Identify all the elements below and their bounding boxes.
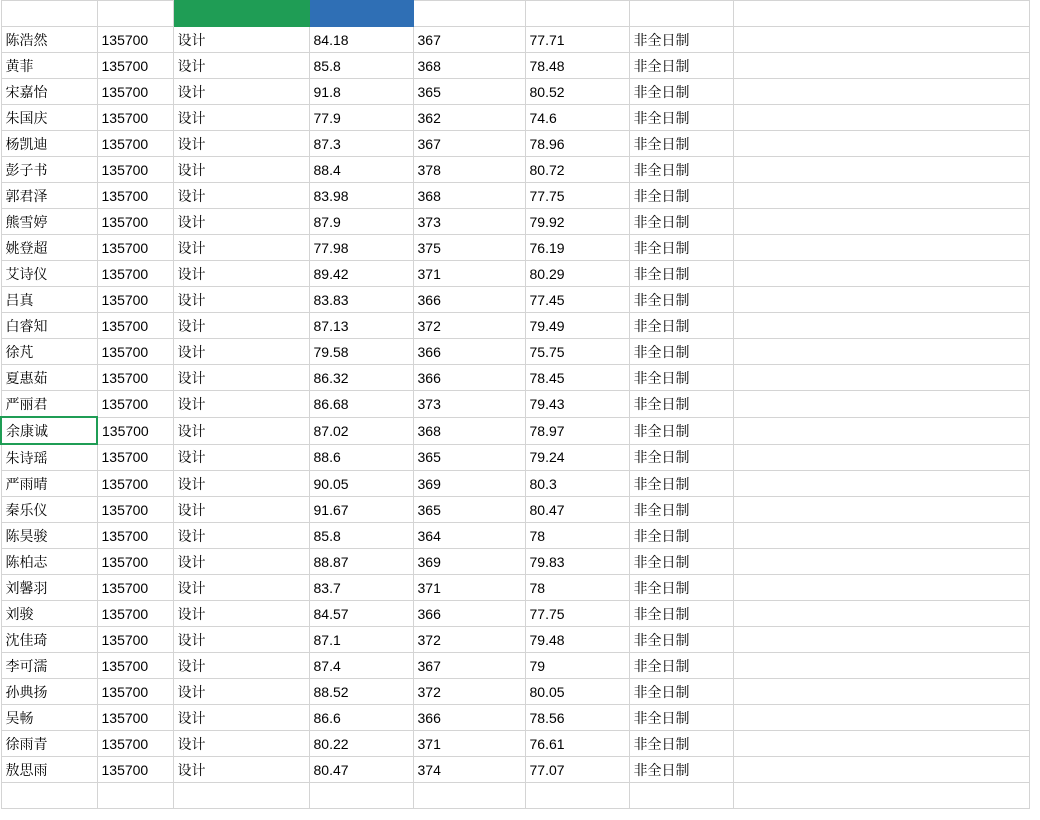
cell-score2[interactable]: 369 [413,471,525,497]
table-row[interactable] [1,313,1029,339]
cell-score2[interactable]: 362 [413,105,525,131]
cell-total[interactable]: 80.3 [525,471,629,497]
cell-type[interactable]: 非全日制 [629,575,733,601]
cell-code[interactable]: 135700 [97,287,173,313]
cell-code[interactable]: 135700 [97,679,173,705]
cell-type[interactable]: 非全日制 [629,627,733,653]
cell-major[interactable]: 设计 [173,627,309,653]
cell-blank [733,783,1029,809]
cell-score1[interactable]: 91.8 [309,79,413,105]
cell-score2[interactable]: 375 [413,235,525,261]
table-row[interactable] [1,235,1029,261]
cell-major[interactable]: 设计 [173,497,309,523]
cell-total[interactable]: 79.43 [525,391,629,418]
cell-total[interactable]: 77.71 [525,27,629,53]
cell-type[interactable]: 非全日制 [629,549,733,575]
table-row[interactable] [1,471,1029,497]
cell-type[interactable]: 非全日制 [629,444,733,471]
cell-score1[interactable]: 80.22 [309,731,413,757]
cell-code[interactable]: 135700 [97,27,173,53]
cell-type[interactable]: 非全日制 [629,731,733,757]
clipped-header-row [1,1,1029,27]
cell-code[interactable]: 135700 [97,53,173,79]
cell-total[interactable]: 77.07 [525,757,629,783]
cell-name[interactable]: 宋嘉怡 [1,79,97,105]
cell-score2[interactable]: 366 [413,287,525,313]
cell-type[interactable]: 非全日制 [629,79,733,105]
cell-score1[interactable]: 87.3 [309,131,413,157]
cell-major[interactable]: 设计 [173,79,309,105]
cell-type[interactable]: 非全日制 [629,497,733,523]
cell-score2[interactable]: 373 [413,391,525,418]
cell-total[interactable]: 78.48 [525,53,629,79]
cell-code[interactable]: 135700 [97,365,173,391]
cell-total[interactable]: 78.97 [525,417,629,444]
cell-name[interactable]: 彭子书 [1,157,97,183]
cell-type[interactable]: 非全日制 [629,209,733,235]
cell-name[interactable]: 刘馨羽 [1,575,97,601]
cell-blank[interactable] [733,287,1029,313]
cell-score1[interactable]: 87.9 [309,209,413,235]
cell-code[interactable]: 135700 [97,601,173,627]
cell-type[interactable]: 非全日制 [629,705,733,731]
cell-total[interactable]: 77.75 [525,183,629,209]
table-row[interactable] [1,27,1029,53]
header-cell-major [173,1,309,27]
cell-major[interactable]: 设计 [173,757,309,783]
table-row[interactable] [1,757,1029,783]
cell-score2[interactable]: 368 [413,53,525,79]
cell-score2[interactable]: 371 [413,731,525,757]
table-row[interactable] [1,627,1029,653]
cell-code[interactable]: 135700 [97,183,173,209]
table-row[interactable] [1,365,1029,391]
cell-code[interactable]: 135700 [97,471,173,497]
cell-name[interactable]: 吕真 [1,287,97,313]
cell-score2[interactable]: 367 [413,27,525,53]
header-cell-total [525,1,629,27]
cell-score2[interactable]: 372 [413,627,525,653]
cell-name[interactable]: 郭君泽 [1,183,97,209]
table-row[interactable] [1,261,1029,287]
cell-code[interactable]: 135700 [97,209,173,235]
header-cell-blank [733,1,1029,27]
table-row[interactable] [1,391,1029,418]
cell-major[interactable]: 设计 [173,209,309,235]
cell-name[interactable]: 杨凯迪 [1,131,97,157]
cell-name[interactable]: 陈浩然 [1,27,97,53]
cell-type[interactable]: 非全日制 [629,653,733,679]
cell-total[interactable]: 75.75 [525,339,629,365]
clipped-bottom-row [1,783,1029,809]
cell-code[interactable]: 135700 [97,417,173,444]
cell-type[interactable]: 非全日制 [629,183,733,209]
cell-code[interactable]: 135700 [97,235,173,261]
cell-total[interactable]: 79.48 [525,627,629,653]
cell-major[interactable]: 设计 [173,575,309,601]
cell-blank[interactable] [733,705,1029,731]
cell-name[interactable]: 黄菲 [1,53,97,79]
cell-score1[interactable]: 88.6 [309,444,413,471]
cell-name[interactable]: 严雨晴 [1,471,97,497]
cell-name[interactable]: 陈昊骏 [1,523,97,549]
cell-score2[interactable]: 369 [413,549,525,575]
table-row[interactable] [1,523,1029,549]
cell-blank[interactable] [733,183,1029,209]
table-row[interactable] [1,287,1029,313]
header-cell-code [97,1,173,27]
table-row[interactable] [1,209,1029,235]
cell-total[interactable]: 79.83 [525,549,629,575]
cell-score1[interactable]: 85.8 [309,523,413,549]
cell-score1[interactable]: 85.8 [309,53,413,79]
cell-code[interactable]: 135700 [97,523,173,549]
cell-total[interactable]: 78 [525,575,629,601]
cell-total[interactable]: 79.92 [525,209,629,235]
table-row[interactable] [1,79,1029,105]
cell-score1[interactable]: 77.98 [309,235,413,261]
cell-blank[interactable] [733,575,1029,601]
cell-code [97,783,173,809]
cell-score1 [309,783,413,809]
cell-total[interactable]: 78.56 [525,705,629,731]
cell-score2[interactable]: 365 [413,497,525,523]
cell-blank[interactable] [733,27,1029,53]
cell-code[interactable]: 135700 [97,261,173,287]
cell-score2[interactable]: 366 [413,705,525,731]
cell-name[interactable]: 吴畅 [1,705,97,731]
cell-major[interactable]: 设计 [173,131,309,157]
cell-blank[interactable] [733,131,1029,157]
cell-major[interactable]: 设计 [173,235,309,261]
cell-code[interactable]: 135700 [97,575,173,601]
cell-type[interactable]: 非全日制 [629,679,733,705]
cell-code[interactable]: 135700 [97,653,173,679]
cell-score2[interactable]: 365 [413,444,525,471]
cell-blank[interactable] [733,339,1029,365]
cell-score2[interactable]: 367 [413,131,525,157]
cell-blank[interactable] [733,365,1029,391]
cell-code[interactable]: 135700 [97,549,173,575]
cell-major[interactable]: 设计 [173,105,309,131]
cell-score2[interactable]: 366 [413,365,525,391]
cell-code[interactable]: 135700 [97,627,173,653]
cell-score1[interactable]: 90.05 [309,471,413,497]
cell-blank[interactable] [733,209,1029,235]
cell-code[interactable]: 135700 [97,731,173,757]
cell-name[interactable]: 朱诗瑶 [1,444,97,471]
cell-major[interactable]: 设计 [173,731,309,757]
table-row[interactable] [1,497,1029,523]
cell-score2[interactable]: 367 [413,653,525,679]
header-cell-score1 [309,1,413,27]
table-row[interactable] [1,731,1029,757]
cell-score2[interactable]: 372 [413,313,525,339]
cell-score1[interactable]: 91.67 [309,497,413,523]
table-row[interactable] [1,679,1029,705]
table-row[interactable] [1,549,1029,575]
cell-total[interactable]: 79.49 [525,313,629,339]
table-row[interactable] [1,131,1029,157]
cell-type[interactable]: 非全日制 [629,105,733,131]
cell-blank[interactable] [733,523,1029,549]
cell-type[interactable]: 非全日制 [629,27,733,53]
cell-blank[interactable] [733,731,1029,757]
cell-score1[interactable]: 86.68 [309,391,413,418]
cell-major[interactable]: 设计 [173,365,309,391]
cell-name[interactable]: 姚登超 [1,235,97,261]
cell-major[interactable]: 设计 [173,27,309,53]
cell-score1[interactable]: 83.7 [309,575,413,601]
cell-score1[interactable]: 80.47 [309,757,413,783]
cell-blank[interactable] [733,261,1029,287]
cell-blank[interactable] [733,391,1029,418]
cell-type[interactable]: 非全日制 [629,757,733,783]
table-row[interactable] [1,417,1029,444]
cell-major[interactable]: 设计 [173,287,309,313]
cell-name[interactable]: 艾诗仪 [1,261,97,287]
cell-name[interactable]: 余康诚 [1,417,97,444]
cell-major[interactable]: 设计 [173,53,309,79]
table-row[interactable] [1,575,1029,601]
cell-name[interactable]: 刘骏 [1,601,97,627]
cell-type[interactable]: 非全日制 [629,601,733,627]
cell-blank[interactable] [733,313,1029,339]
cell-code[interactable]: 135700 [97,757,173,783]
cell-score2[interactable]: 378 [413,157,525,183]
table-row[interactable] [1,444,1029,471]
cell-total[interactable]: 74.6 [525,105,629,131]
cell-type[interactable]: 非全日制 [629,313,733,339]
cell-major[interactable]: 设计 [173,417,309,444]
cell-blank[interactable] [733,549,1029,575]
cell-total[interactable]: 80.29 [525,261,629,287]
cell-score2[interactable]: 374 [413,757,525,783]
cell-total[interactable]: 80.05 [525,679,629,705]
cell-total[interactable]: 80.52 [525,79,629,105]
cell-score2[interactable]: 368 [413,417,525,444]
header-cell-type [629,1,733,27]
cell-major [173,783,309,809]
cell-code[interactable]: 135700 [97,131,173,157]
cell-type [629,783,733,809]
cell-code[interactable]: 135700 [97,705,173,731]
cell-blank[interactable] [733,105,1029,131]
cell-code[interactable]: 135700 [97,391,173,418]
cell-major[interactable]: 设计 [173,549,309,575]
cell-name[interactable]: 李可濡 [1,653,97,679]
cell-blank[interactable] [733,757,1029,783]
cell-blank[interactable] [733,157,1029,183]
cell-name[interactable]: 朱国庆 [1,105,97,131]
cell-blank[interactable] [733,235,1029,261]
cell-code[interactable]: 135700 [97,497,173,523]
cell-code[interactable]: 135700 [97,444,173,471]
cell-score1[interactable]: 87.1 [309,627,413,653]
cell-type[interactable]: 非全日制 [629,417,733,444]
cell-total[interactable]: 78.96 [525,131,629,157]
cell-type[interactable]: 非全日制 [629,53,733,79]
cell-major[interactable]: 设计 [173,261,309,287]
cell-score1[interactable]: 84.57 [309,601,413,627]
cell-score1[interactable]: 87.02 [309,417,413,444]
cell-name[interactable]: 白睿知 [1,313,97,339]
cell-score1[interactable]: 86.32 [309,365,413,391]
cell-score1[interactable]: 79.58 [309,339,413,365]
cell-score2[interactable]: 365 [413,79,525,105]
cell-score2[interactable]: 372 [413,679,525,705]
cell-score2[interactable]: 364 [413,523,525,549]
cell-type[interactable]: 非全日制 [629,131,733,157]
cell-major[interactable]: 设计 [173,339,309,365]
cell-score2 [413,783,525,809]
cell-major[interactable]: 设计 [173,601,309,627]
cell-blank[interactable] [733,79,1029,105]
table-row[interactable] [1,53,1029,79]
cell-blank[interactable] [733,53,1029,79]
table-row[interactable] [1,157,1029,183]
cell-type[interactable]: 非全日制 [629,261,733,287]
cell-major[interactable]: 设计 [173,444,309,471]
cell-name[interactable]: 夏惠茹 [1,365,97,391]
table-row[interactable] [1,105,1029,131]
table-body [1,1,1029,809]
cell-total[interactable]: 80.72 [525,157,629,183]
cell-blank[interactable] [733,653,1029,679]
table-row[interactable] [1,339,1029,365]
cell-score1[interactable]: 89.42 [309,261,413,287]
table-row[interactable] [1,653,1029,679]
cell-code[interactable]: 135700 [97,339,173,365]
cell-total[interactable]: 77.45 [525,287,629,313]
cell-blank[interactable] [733,417,1029,444]
cell-total[interactable]: 79 [525,653,629,679]
header-cell-score2 [413,1,525,27]
cell-blank[interactable] [733,497,1029,523]
table-row[interactable] [1,705,1029,731]
cell-score1[interactable]: 88.52 [309,679,413,705]
cell-score2[interactable]: 373 [413,209,525,235]
cell-code[interactable]: 135700 [97,79,173,105]
cell-major[interactable]: 设计 [173,471,309,497]
cell-score2[interactable]: 366 [413,339,525,365]
cell-blank[interactable] [733,627,1029,653]
cell-type[interactable]: 非全日制 [629,287,733,313]
cell-score1[interactable]: 83.83 [309,287,413,313]
cell-major[interactable]: 设计 [173,653,309,679]
cell-total[interactable]: 76.61 [525,731,629,757]
cell-blank[interactable] [733,679,1029,705]
cell-type[interactable]: 非全日制 [629,235,733,261]
cell-blank[interactable] [733,601,1029,627]
cell-major[interactable]: 设计 [173,183,309,209]
cell-score1[interactable]: 77.9 [309,105,413,131]
cell-code[interactable]: 135700 [97,105,173,131]
cell-code[interactable]: 135700 [97,313,173,339]
cell-type[interactable]: 非全日制 [629,391,733,418]
cell-type[interactable]: 非全日制 [629,157,733,183]
cell-total[interactable]: 77.75 [525,601,629,627]
cell-score1[interactable]: 84.18 [309,27,413,53]
cell-type[interactable]: 非全日制 [629,339,733,365]
cell-score2[interactable]: 371 [413,261,525,287]
cell-score1[interactable]: 83.98 [309,183,413,209]
cell-type[interactable]: 非全日制 [629,523,733,549]
cell-name[interactable]: 熊雪婷 [1,209,97,235]
cell-code[interactable]: 135700 [97,157,173,183]
cell-major[interactable]: 设计 [173,705,309,731]
cell-score2[interactable]: 366 [413,601,525,627]
cell-score2[interactable]: 371 [413,575,525,601]
cell-score1[interactable]: 88.4 [309,157,413,183]
cell-name[interactable]: 沈佳琦 [1,627,97,653]
cell-name[interactable]: 敖思雨 [1,757,97,783]
cell-major[interactable]: 设计 [173,679,309,705]
table-row[interactable] [1,183,1029,209]
cell-score1[interactable]: 87.13 [309,313,413,339]
cell-name[interactable]: 陈柏志 [1,549,97,575]
cell-total[interactable]: 76.19 [525,235,629,261]
cell-score1[interactable]: 87.4 [309,653,413,679]
cell-total[interactable]: 79.24 [525,444,629,471]
cell-total[interactable]: 78.45 [525,365,629,391]
table-row[interactable] [1,601,1029,627]
cell-blank[interactable] [733,444,1029,471]
cell-total[interactable]: 80.47 [525,497,629,523]
cell-name [1,783,97,809]
cell-total[interactable]: 78 [525,523,629,549]
cell-blank[interactable] [733,471,1029,497]
cell-major[interactable]: 设计 [173,157,309,183]
cell-name[interactable]: 徐雨青 [1,731,97,757]
cell-name[interactable]: 孙典扬 [1,679,97,705]
cell-total [525,783,629,809]
cell-type[interactable]: 非全日制 [629,365,733,391]
cell-major[interactable]: 设计 [173,391,309,418]
header-cell-name [1,1,97,27]
cell-type[interactable]: 非全日制 [629,471,733,497]
cell-name[interactable]: 徐芃 [1,339,97,365]
cell-score1[interactable]: 86.6 [309,705,413,731]
cell-major[interactable]: 设计 [173,523,309,549]
cell-score2[interactable]: 368 [413,183,525,209]
cell-name[interactable]: 秦乐仪 [1,497,97,523]
cell-name[interactable]: 严丽君 [1,391,97,418]
cell-major[interactable]: 设计 [173,313,309,339]
cell-score1[interactable]: 88.87 [309,549,413,575]
